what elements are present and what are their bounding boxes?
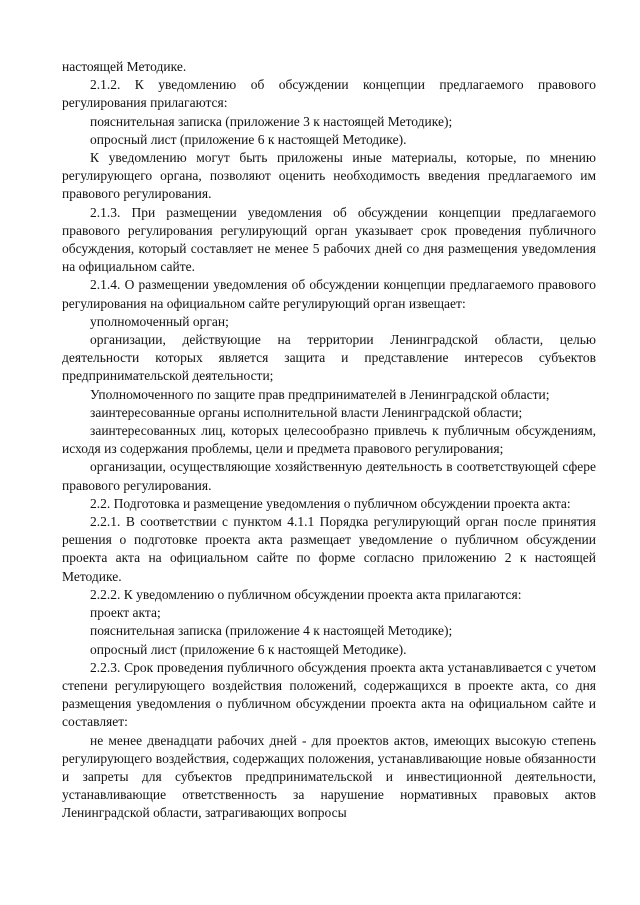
paragraph: 2.1.2. К уведомлению об обсуждении концепции предлагаемого правового регулирования прилагаются: xyxy=(62,77,596,111)
paragraph: К уведомлению могут быть приложены иные материалы, которые, по мнению регулирующего органа, позволяют оценить необходимость введения предлагаемого им правового регулирования. xyxy=(62,150,596,202)
paragraph: опросный лист (приложение 6 к настоящей Методике). xyxy=(90,131,407,147)
paragraph: настоящей Методике. xyxy=(62,59,187,74)
paragraph: опросный лист (приложение 6 к настоящей Методике). xyxy=(90,641,407,657)
paragraph: 2.2. Подготовка и размещение уведомления о публичном обсуждении проекта акта: xyxy=(90,495,571,511)
paragraph: организации, действующие на территории Ленинградской области, целью деятельности которых является защита и представление интересов субъектов предпринимательской деятельности; xyxy=(62,332,596,384)
paragraph: Уполномоченного по защите прав предпринимателей в Ленинградской области; xyxy=(90,386,550,402)
paragraph: заинтересованные органы исполнительной власти Ленинградской области; xyxy=(90,404,523,420)
paragraph: 2.2.3. Срок проведения публичного обсуждения проекта акта устанавливается с учетом степени регулирующего воздействия положений, содержащихся в проекте акта, со дня размещения уведомления о публичном обсуждении проекта акта на официальном сайте и составляет: xyxy=(62,659,596,730)
paragraph: заинтересованных лиц, которых целесообразно привлечь к публичным обсуждениям, исходя из содержания проблемы, цели и предмета правового регулирования; xyxy=(62,423,596,457)
paragraph: уполномоченный орган; xyxy=(90,313,229,329)
paragraph: 2.1.3. При размещении уведомления об обсуждении концепции предлагаемого правового регулирования регулирующий орган указывает срок проведения публичного обсуждения, который составляет не менее 5 рабочих дней со дня размещения уведомления на официальном сайте. xyxy=(62,204,596,275)
paragraph: 2.1.4. О размещении уведомления об обсуждении концепции предлагаемого правового регулирования на официальном сайте регулирующий орган извещает: xyxy=(62,277,596,311)
paragraph: пояснительная записка (приложение 4 к настоящей Методике); xyxy=(90,623,453,639)
paragraph: не менее двенадцати рабочих дней - для проектов актов, имеющих высокую степень регулирующего воздействия, содержащих положения, устанавливающие новые обязанности и запреты для субъектов предпринимательской и инвестиционной деятельности, устанавливающие ответственность за нарушение нормативных правовых актов Ленинградской области, затрагивающих вопросы xyxy=(62,732,596,821)
paragraph: 2.2.1. В соответствии с пунктом 4.1.1 Порядка регулирующий орган после принятия решения о подготовке проекта акта размещает уведомление о публичном обсуждении проекта акта на официальном сайте по форме согласно приложению 2 к настоящей Методике. xyxy=(62,514,596,584)
paragraph: 2.2.2. К уведомлению о публичном обсуждении проекта акта прилагаются: xyxy=(90,586,522,602)
paragraph: пояснительная записка (приложение 3 к настоящей Методике); xyxy=(90,113,453,129)
paragraph: проект акта; xyxy=(90,605,161,621)
paragraph: организации, осуществляющие хозяйственную деятельность в соответствующей сфере правового регулирования. xyxy=(62,459,596,493)
